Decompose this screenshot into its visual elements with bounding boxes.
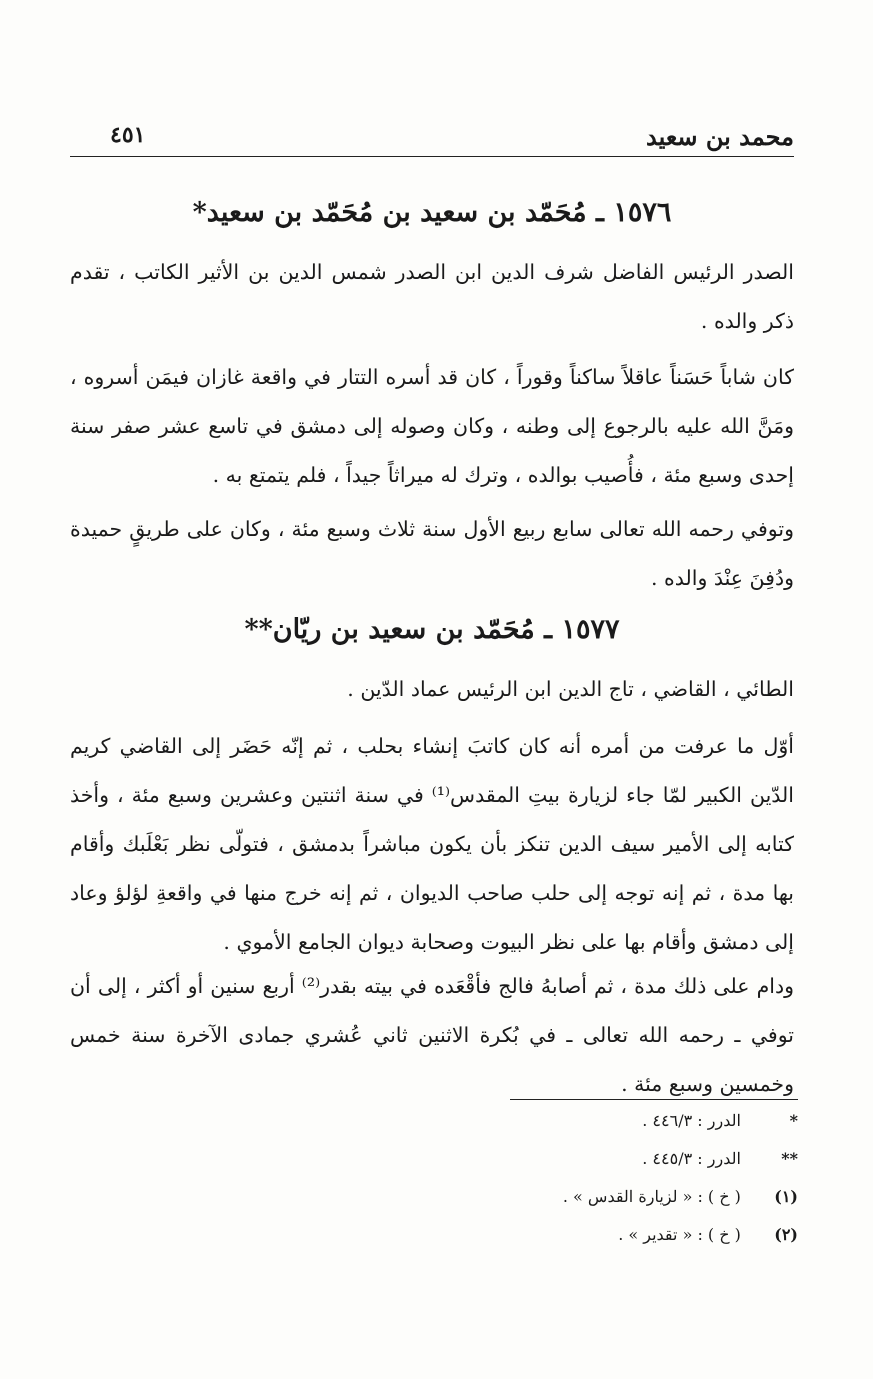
entry-1576-paragraph-1: الصدر الرئيس الفاضل شرف الدين ابن الصدر شمس الدين بن الأثير الكاتب ، تقدم ذكر والده .	[70, 260, 794, 333]
entry-heading-1576: ١٥٧٦ ـ مُحَمّد بن سعيد بن مُحَمّد بن سعيد*	[192, 197, 672, 228]
footnote	[468, 1140, 798, 1178]
footnotes	[468, 1102, 798, 1254]
footnote-text: الدرر : ٤٤٥/٣ .	[642, 1149, 741, 1168]
running-header	[70, 118, 794, 157]
running-title: محمد بن سعيد	[645, 122, 794, 151]
footnote	[468, 1178, 798, 1216]
footnote-marker: *	[789, 1111, 798, 1130]
entry-1577-paragraph-3: ودام على ذلك مدة ، ثم أصابهُ فالج فأقْعَده في بيته بقدر⁽²⁾ أربع سنين أو أكثر ، إلى أن توفي ـ رحمه الله تعالى ـ في بُكرة الاثنين ثاني عُشري جمادى الآخرة سنة خمس وخمسين وسبع مئة .	[70, 974, 794, 1096]
footnote	[468, 1102, 798, 1140]
entry-heading-1577: ١٥٧٧ ـ مُحَمّد بن سعيد بن ريّان**	[244, 614, 620, 645]
footnote-marker: (١)	[774, 1187, 798, 1206]
footnote-text: ( خ ) : « لزيارة القدس » .	[562, 1187, 741, 1206]
entry-1577-paragraph-1: الطائي ، القاضي ، تاج الدين ابن الرئيس عماد الدّين .	[347, 677, 794, 701]
entry-1577-paragraph-2: أوّل ما عرفت من أمره أنه كان كاتبَ إنشاء بحلب ، ثم إنّه حَضَر إلى القاضي كريم الدّين الكبير لمّا جاء لزيارة بيتِ المقدس⁽¹⁾ في سنة اثنتين وعشرين وسبع مئة ، وأخذ كتابه إلى الأمير سيف الدين تنكز بأن يكون مباشراً بدمشق ، فتولّى نظر بَعْلَبك وأقام بها مدة ، ثم إنه توجه إلى حلب صاحب الديوان ، ثم إنه خرج منها في واقعةِ لؤلؤ وعاد إلى دمشق وأقام بها على نظر البيوت وصحابة ديوان الجامع الأموي .	[70, 734, 794, 954]
footnote	[468, 1216, 798, 1254]
page-number: ٤٥١	[110, 122, 146, 148]
entry-1576-paragraph-3: وتوفي رحمه الله تعالى سابع ربيع الأول سنة ثلاث وسبع مئة ، وكان على طريقٍ حميدة ودُفِنَ عِنْدَ والده .	[70, 517, 794, 590]
footnote-marker: (٢)	[774, 1225, 798, 1244]
footnote-text: ( خ ) : « تقدير » .	[618, 1225, 741, 1244]
entry-1576-paragraph-2: كان شاباً حَسَناً عاقلاً ساكناً وقوراً ، كان قد أسره التتار في واقعة غازان فيمَن أسروه ، ومَنَّ الله عليه بالرجوع إلى وطنه ، وكان وصوله إلى دمشق في تاسع عشر صفر سنة إحدى وسبع مئة ، فأُصيب بوالده ، وترك له ميراثاً جيداً ، فلم يتمتع به .	[70, 365, 794, 487]
footnote-marker: **	[781, 1149, 798, 1168]
footnote-separator	[510, 1099, 798, 1100]
footnote-text: الدرر : ٤٤٦/٣ .	[642, 1111, 741, 1130]
